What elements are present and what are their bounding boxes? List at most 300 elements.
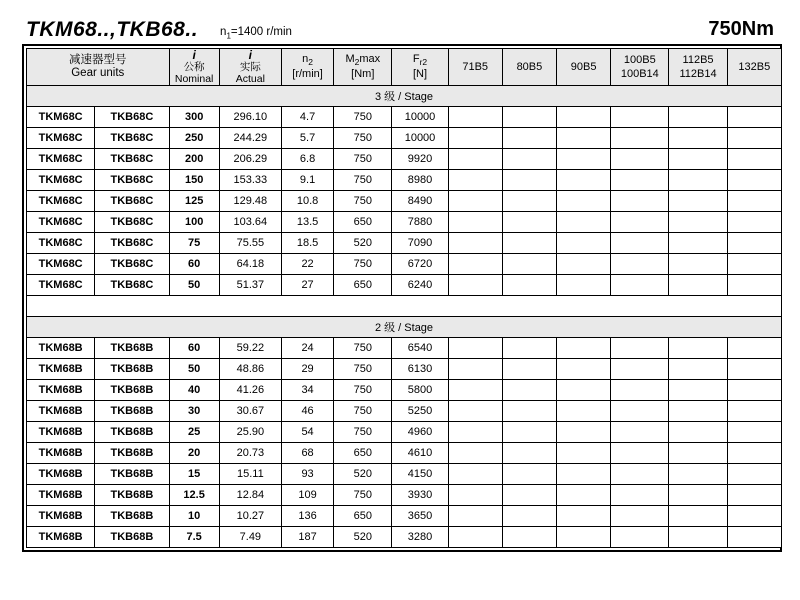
cell-flange-option	[727, 212, 781, 233]
cell-i-actual: 30.67	[219, 401, 281, 422]
cell-n2: 93	[281, 464, 333, 485]
cell-fr2: 4960	[392, 422, 448, 443]
table-row	[27, 212, 782, 233]
cell-flange-option	[448, 527, 502, 548]
col-header-m2max	[334, 49, 392, 86]
cell-flange-option	[611, 527, 669, 548]
stage-label: 2 级 / Stage	[27, 317, 782, 338]
cell-flange-option	[611, 506, 669, 527]
cell-i-actual: 7.49	[219, 527, 281, 548]
spacer-cell	[27, 296, 782, 317]
cell-model-tkm: TKM68C	[27, 149, 95, 170]
cell-model-tkb: TKB68B	[95, 422, 169, 443]
cell-i-actual: 41.26	[219, 380, 281, 401]
cell-flange-option	[557, 233, 611, 254]
cell-i-nominal: 125	[169, 191, 219, 212]
i-actual-en: Actual	[235, 73, 265, 86]
cell-flange-option	[727, 506, 781, 527]
cell-flange-option	[611, 359, 669, 380]
cell-i-actual: 75.55	[219, 233, 281, 254]
fr2-symbol: $F_{r2}$	[412, 52, 428, 67]
cell-fr2: 10000	[392, 107, 448, 128]
cell-flange-option	[502, 338, 556, 359]
cell-flange-option	[502, 422, 556, 443]
col-header-fr2	[392, 49, 448, 86]
cell-i-nominal: 250	[169, 128, 219, 149]
cell-n2: 6.8	[281, 149, 333, 170]
cell-model-tkm: TKM68C	[27, 233, 95, 254]
cell-flange-option	[448, 506, 502, 527]
speed-note	[220, 26, 292, 42]
cell-model-tkb: TKB68C	[95, 191, 169, 212]
m2-symbol: $M_2\max$	[345, 52, 381, 67]
cell-fr2: 3650	[392, 506, 448, 527]
cell-flange-option	[557, 506, 611, 527]
cell-n2: 34	[281, 380, 333, 401]
cell-n2: 27	[281, 275, 333, 296]
cell-fr2: 3280	[392, 527, 448, 548]
cell-flange-option	[727, 191, 781, 212]
cell-i-actual: 129.48	[219, 191, 281, 212]
cell-flange-option	[727, 443, 781, 464]
col-header-flange-90b5	[557, 49, 611, 86]
cell-flange-option	[502, 443, 556, 464]
cell-flange-option	[727, 170, 781, 191]
cell-flange-option	[557, 338, 611, 359]
cell-model-tkb: TKB68B	[95, 464, 169, 485]
cell-i-nominal: 200	[169, 149, 219, 170]
speed-note-rest: =1400 r/min	[230, 25, 292, 38]
cell-n2: 109	[281, 485, 333, 506]
cell-n2: 9.1	[281, 170, 333, 191]
table-row	[27, 443, 782, 464]
cell-i-nominal: 50	[169, 359, 219, 380]
flange-100-line1: 100B5	[623, 53, 656, 66]
cell-flange-option	[727, 338, 781, 359]
cell-m2max: 750	[334, 149, 392, 170]
table-row	[27, 401, 782, 422]
table-row	[27, 254, 782, 275]
cell-flange-option	[502, 128, 556, 149]
cell-i-actual: 51.37	[219, 275, 281, 296]
cell-flange-option	[557, 149, 611, 170]
cell-flange-option	[448, 485, 502, 506]
cell-flange-option	[727, 149, 781, 170]
cell-flange-option	[448, 233, 502, 254]
cell-m2max: 520	[334, 464, 392, 485]
cell-m2max: 750	[334, 422, 392, 443]
table-row	[27, 107, 782, 128]
cell-flange-option	[448, 422, 502, 443]
flange-90-line1: 90B5	[570, 60, 597, 73]
cell-i-actual: 59.22	[219, 338, 281, 359]
cell-flange-option	[727, 527, 781, 548]
page-header	[22, 8, 778, 44]
cell-fr2: 7880	[392, 212, 448, 233]
cell-model-tkb: TKB68C	[95, 275, 169, 296]
table-row	[27, 380, 782, 401]
i-actual-cn: 实际	[239, 61, 261, 73]
cell-flange-option	[611, 464, 669, 485]
cell-flange-option	[502, 275, 556, 296]
col-header-i-nominal	[169, 49, 219, 86]
cell-flange-option	[611, 149, 669, 170]
cell-m2max: 750	[334, 107, 392, 128]
flange-112-line1: 112B5	[682, 53, 714, 66]
cell-flange-option	[611, 254, 669, 275]
table-row	[27, 359, 782, 380]
cell-model-tkm: TKM68B	[27, 485, 95, 506]
cell-flange-option	[502, 107, 556, 128]
cell-i-actual: 296.10	[219, 107, 281, 128]
col-header-i-actual	[219, 49, 281, 86]
col-header-flange-71b5	[448, 49, 502, 86]
cell-flange-option	[669, 149, 727, 170]
cell-flange-option	[557, 485, 611, 506]
cell-flange-option	[448, 443, 502, 464]
cell-i-nominal: 300	[169, 107, 219, 128]
cell-flange-option	[727, 422, 781, 443]
cell-model-tkb: TKB68B	[95, 359, 169, 380]
cell-flange-option	[502, 233, 556, 254]
cell-fr2: 8980	[392, 170, 448, 191]
cell-fr2: 8490	[392, 191, 448, 212]
cell-n2: 5.7	[281, 128, 333, 149]
cell-flange-option	[502, 149, 556, 170]
cell-fr2: 6130	[392, 359, 448, 380]
cell-flange-option	[611, 107, 669, 128]
cell-flange-option	[502, 212, 556, 233]
flange-112-line2: 112B14	[679, 68, 717, 81]
fr2-unit: [N]	[412, 67, 428, 80]
cell-m2max: 750	[334, 485, 392, 506]
cell-fr2: 3930	[392, 485, 448, 506]
gear-units-table	[26, 48, 782, 548]
cell-i-nominal: 15	[169, 464, 219, 485]
cell-model-tkm: TKM68B	[27, 380, 95, 401]
cell-fr2: 9920	[392, 149, 448, 170]
table-head	[27, 49, 782, 86]
cell-flange-option	[448, 380, 502, 401]
cell-i-nominal: 75	[169, 233, 219, 254]
cell-model-tkm: TKM68B	[27, 401, 95, 422]
cell-flange-option	[611, 212, 669, 233]
cell-flange-option	[611, 233, 669, 254]
cell-n2: 187	[281, 527, 333, 548]
cell-flange-option	[557, 359, 611, 380]
cell-i-actual: 64.18	[219, 254, 281, 275]
cell-flange-option	[669, 254, 727, 275]
cell-flange-option	[502, 359, 556, 380]
cell-n2: 29	[281, 359, 333, 380]
cell-flange-option	[557, 254, 611, 275]
cell-fr2: 5250	[392, 401, 448, 422]
i-nominal-en: Nominal	[174, 73, 214, 86]
cell-i-nominal: 12.5	[169, 485, 219, 506]
cell-flange-option	[727, 464, 781, 485]
page-title: TKM68..,TKB68..	[26, 18, 199, 41]
cell-flange-option	[557, 443, 611, 464]
cell-n2: 136	[281, 506, 333, 527]
cell-i-actual: 244.29	[219, 128, 281, 149]
cell-i-actual: 48.86	[219, 359, 281, 380]
cell-flange-option	[669, 464, 727, 485]
cell-i-actual: 15.11	[219, 464, 281, 485]
table-row	[27, 506, 782, 527]
cell-flange-option	[611, 422, 669, 443]
cell-model-tkm: TKM68C	[27, 191, 95, 212]
cell-flange-option	[502, 380, 556, 401]
stage-label: 3 级 / Stage	[27, 86, 782, 107]
cell-fr2: 6240	[392, 275, 448, 296]
cell-model-tkb: TKB68B	[95, 338, 169, 359]
flange-71-line1: 71B5	[462, 60, 489, 73]
cell-flange-option	[557, 275, 611, 296]
cell-flange-option	[611, 443, 669, 464]
cell-i-nominal: 60	[169, 254, 219, 275]
cell-flange-option	[669, 422, 727, 443]
table-row	[27, 149, 782, 170]
cell-i-nominal: 150	[169, 170, 219, 191]
cell-fr2: 4610	[392, 443, 448, 464]
cell-flange-option	[557, 107, 611, 128]
stage-separator-row	[27, 86, 782, 107]
cell-flange-option	[669, 527, 727, 548]
cell-flange-option	[502, 464, 556, 485]
cell-flange-option	[502, 485, 556, 506]
cell-i-actual: 206.29	[219, 149, 281, 170]
cell-m2max: 750	[334, 401, 392, 422]
cell-flange-option	[448, 149, 502, 170]
cell-flange-option	[669, 128, 727, 149]
cell-model-tkm: TKM68C	[27, 275, 95, 296]
cell-i-actual: 153.33	[219, 170, 281, 191]
cell-i-nominal: 100	[169, 212, 219, 233]
cell-model-tkm: TKM68B	[27, 443, 95, 464]
cell-m2max: 750	[334, 191, 392, 212]
flange-132-line1: 132B5	[738, 60, 771, 73]
cell-flange-option	[669, 380, 727, 401]
cell-flange-option	[611, 170, 669, 191]
table-row	[27, 527, 782, 548]
cell-model-tkm: TKM68B	[27, 359, 95, 380]
cell-m2max: 650	[334, 275, 392, 296]
cell-flange-option	[727, 380, 781, 401]
cell-flange-option	[557, 170, 611, 191]
cell-model-tkb: TKB68C	[95, 212, 169, 233]
cell-flange-option	[727, 233, 781, 254]
header-row	[27, 49, 782, 86]
cell-model-tkm: TKM68B	[27, 506, 95, 527]
col-header-n2	[281, 49, 333, 86]
cell-flange-option	[557, 128, 611, 149]
flange-100-line2: 100B14	[620, 68, 659, 81]
cell-flange-option	[502, 170, 556, 191]
cell-i-nominal: 50	[169, 275, 219, 296]
cell-m2max: 750	[334, 338, 392, 359]
cell-model-tkb: TKB68C	[95, 170, 169, 191]
cell-flange-option	[448, 464, 502, 485]
torque-rating: 750Nm	[708, 18, 774, 40]
cell-flange-option	[669, 359, 727, 380]
cell-flange-option	[727, 485, 781, 506]
i-nominal-symbol: i	[192, 48, 196, 62]
cell-flange-option	[611, 128, 669, 149]
cell-flange-option	[448, 254, 502, 275]
cell-flange-option	[448, 212, 502, 233]
cell-i-nominal: 60	[169, 338, 219, 359]
cell-flange-option	[727, 359, 781, 380]
cell-flange-option	[727, 275, 781, 296]
cell-flange-option	[448, 275, 502, 296]
speed-note-sub: 1	[226, 31, 231, 40]
i-nominal-cn: 公称	[183, 61, 205, 73]
table-row	[27, 422, 782, 443]
col-header-gear-units	[27, 49, 170, 86]
table-body	[27, 86, 782, 548]
cell-flange-option	[448, 128, 502, 149]
cell-m2max: 650	[334, 212, 392, 233]
table-row	[27, 338, 782, 359]
cell-flange-option	[669, 275, 727, 296]
cell-model-tkb: TKB68B	[95, 527, 169, 548]
cell-flange-option	[669, 107, 727, 128]
n2-unit: [r/min]	[292, 67, 323, 80]
cell-flange-option	[611, 338, 669, 359]
cell-flange-option	[669, 170, 727, 191]
cell-flange-option	[727, 254, 781, 275]
cell-flange-option	[669, 506, 727, 527]
cell-flange-option	[557, 191, 611, 212]
cell-flange-option	[727, 107, 781, 128]
cell-model-tkm: TKM68B	[27, 464, 95, 485]
speed-note-prefix: n	[220, 25, 227, 38]
cell-flange-option	[727, 128, 781, 149]
cell-fr2: 10000	[392, 128, 448, 149]
table-row	[27, 485, 782, 506]
cell-flange-option	[448, 191, 502, 212]
table-row	[27, 128, 782, 149]
cell-i-nominal: 10	[169, 506, 219, 527]
i-actual-symbol: i	[248, 48, 253, 62]
cell-flange-option	[557, 464, 611, 485]
cell-model-tkm: TKM68B	[27, 338, 95, 359]
cell-flange-option	[502, 191, 556, 212]
cell-n2: 22	[281, 254, 333, 275]
cell-model-tkm: TKM68C	[27, 128, 95, 149]
cell-model-tkm: TKM68C	[27, 170, 95, 191]
cell-m2max: 650	[334, 506, 392, 527]
cell-flange-option	[669, 485, 727, 506]
cell-model-tkm: TKM68C	[27, 212, 95, 233]
cell-flange-option	[669, 401, 727, 422]
cell-flange-option	[557, 527, 611, 548]
cell-flange-option	[557, 212, 611, 233]
cell-i-actual: 103.64	[219, 212, 281, 233]
table-row	[27, 275, 782, 296]
cell-flange-option	[669, 233, 727, 254]
cell-flange-option	[502, 527, 556, 548]
cell-model-tkb: TKB68B	[95, 506, 169, 527]
table-row	[27, 233, 782, 254]
cell-n2: 46	[281, 401, 333, 422]
cell-flange-option	[669, 338, 727, 359]
cell-m2max: 650	[334, 443, 392, 464]
cell-flange-option	[669, 443, 727, 464]
cell-flange-option	[557, 401, 611, 422]
cell-i-actual: 20.73	[219, 443, 281, 464]
cell-fr2: 5800	[392, 380, 448, 401]
cell-n2: 18.5	[281, 233, 333, 254]
cell-model-tkb: TKB68C	[95, 107, 169, 128]
cell-flange-option	[611, 485, 669, 506]
cell-flange-option	[448, 107, 502, 128]
cell-model-tkb: TKB68C	[95, 254, 169, 275]
cell-flange-option	[448, 359, 502, 380]
cell-model-tkm: TKM68B	[27, 422, 95, 443]
cell-flange-option	[502, 506, 556, 527]
cell-n2: 24	[281, 338, 333, 359]
cell-model-tkb: TKB68B	[95, 485, 169, 506]
cell-i-actual: 10.27	[219, 506, 281, 527]
stage-separator-row	[27, 317, 782, 338]
cell-flange-option	[448, 170, 502, 191]
cell-flange-option	[502, 401, 556, 422]
gear-units-label-en: Gear units	[71, 67, 125, 80]
cell-i-nominal: 25	[169, 422, 219, 443]
cell-m2max: 520	[334, 233, 392, 254]
cell-model-tkm: TKM68C	[27, 254, 95, 275]
flange-80-line1: 80B5	[516, 60, 543, 73]
cell-flange-option	[611, 401, 669, 422]
cell-model-tkb: TKB68C	[95, 128, 169, 149]
table-frame	[22, 44, 782, 552]
cell-flange-option	[611, 191, 669, 212]
cell-m2max: 750	[334, 359, 392, 380]
cell-fr2: 6540	[392, 338, 448, 359]
cell-i-nominal: 30	[169, 401, 219, 422]
m2-unit: [Nm]	[351, 67, 375, 80]
cell-flange-option	[669, 212, 727, 233]
cell-model-tkb: TKB68B	[95, 401, 169, 422]
col-header-flange-112	[669, 49, 727, 86]
cell-n2: 4.7	[281, 107, 333, 128]
cell-model-tkb: TKB68B	[95, 443, 169, 464]
cell-i-actual: 12.84	[219, 485, 281, 506]
cell-m2max: 750	[334, 128, 392, 149]
cell-i-actual: 25.90	[219, 422, 281, 443]
cell-flange-option	[727, 401, 781, 422]
cell-i-nominal: 20	[169, 443, 219, 464]
cell-m2max: 520	[334, 527, 392, 548]
cell-fr2: 4150	[392, 464, 448, 485]
gear-units-label-cn: 减速器型号	[69, 53, 127, 66]
cell-flange-option	[448, 338, 502, 359]
cell-n2: 10.8	[281, 191, 333, 212]
cell-model-tkm: TKM68C	[27, 107, 95, 128]
cell-fr2: 7090	[392, 233, 448, 254]
table-row	[27, 170, 782, 191]
cell-model-tkb: TKB68C	[95, 233, 169, 254]
cell-model-tkb: TKB68C	[95, 149, 169, 170]
table-row	[27, 191, 782, 212]
cell-m2max: 750	[334, 170, 392, 191]
cell-flange-option	[502, 254, 556, 275]
spacer-row	[27, 296, 782, 317]
col-header-flange-132b5	[727, 49, 781, 86]
cell-n2: 13.5	[281, 212, 333, 233]
cell-i-nominal: 40	[169, 380, 219, 401]
